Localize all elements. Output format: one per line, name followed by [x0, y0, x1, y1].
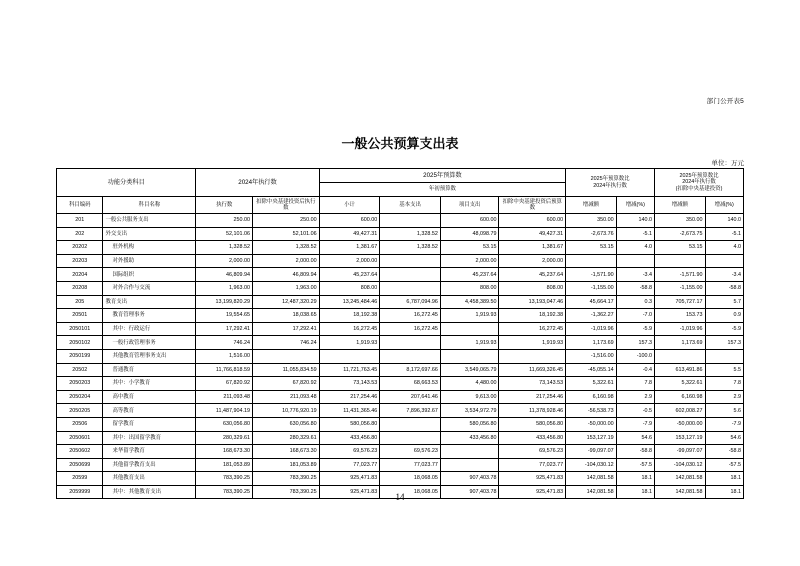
table-row: [57, 363, 744, 377]
cell-total: 2,000.00: [319, 254, 380, 268]
cell-basic: 68,663.53: [380, 377, 441, 391]
cell-exec-excl: 10,776,920.19: [252, 404, 319, 418]
header-col-inc-amount-2: 增减额: [655, 197, 706, 214]
cell-exec: 11,487,904.19: [196, 404, 253, 418]
table-row: [57, 241, 744, 255]
cell-code: 2050601: [57, 431, 103, 445]
cell-code: 202: [57, 227, 103, 241]
cell-pct2: [705, 349, 743, 363]
cell-inc1: -56,538.73: [566, 404, 617, 418]
cell-inc1: -1,155.00: [566, 281, 617, 295]
cell-pct1: -5.9: [616, 322, 654, 336]
table-body: [57, 214, 744, 499]
cell-basic: 69,576.23: [380, 445, 441, 459]
cell-budget-excl: 45,237.64: [499, 268, 566, 282]
cell-basic: [380, 214, 441, 228]
cell-pct1: -7.9: [616, 417, 654, 431]
cell-budget-excl: 580,056.80: [499, 417, 566, 431]
cell-budget-excl: 13,193,047.46: [499, 295, 566, 309]
page-number: 14: [395, 492, 405, 502]
cell-inc2: 153,127.19: [655, 431, 706, 445]
cell-name: 其他教育管理事务支出: [103, 349, 196, 363]
cell-budget-excl: 77,023.77: [499, 458, 566, 472]
cell-budget-excl: 2,000.00: [499, 254, 566, 268]
table-row: [57, 390, 744, 404]
cell-inc2: [655, 349, 706, 363]
cell-code: 2050101: [57, 322, 103, 336]
cell-code: 20599: [57, 472, 103, 486]
cell-inc1: -1,019.96: [566, 322, 617, 336]
cell-code: 2050204: [57, 390, 103, 404]
cell-inc2: 142,081.58: [655, 485, 706, 499]
cell-project: 1,919.93: [440, 309, 499, 323]
cell-exec-excl: 783,390.25: [252, 485, 319, 499]
cell-exec-excl: 630,056.80: [252, 417, 319, 431]
table-row: [57, 281, 744, 295]
header-exec-2024: 2024年执行数: [196, 169, 319, 197]
cell-total: 217,254.46: [319, 390, 380, 404]
cell-exec: 19,554.65: [196, 309, 253, 323]
cell-inc2: 6,160.98: [655, 390, 706, 404]
cell-inc2: -1,155.00: [655, 281, 706, 295]
cell-project: 433,456.80: [440, 431, 499, 445]
cell-pct1: -7.0: [616, 309, 654, 323]
cell-inc1: -1,571.90: [566, 268, 617, 282]
cell-budget-excl: 18,192.38: [499, 309, 566, 323]
cell-name: 其中：其他教育支出: [103, 485, 196, 499]
cell-exec: 181,053.89: [196, 458, 253, 472]
cell-total: 11,431,365.46: [319, 404, 380, 418]
cell-pct2: 7.8: [705, 377, 743, 391]
document-tag: 部门公开表5: [706, 98, 744, 105]
cell-total: 1,919.93: [319, 336, 380, 350]
cell-code: 2050602: [57, 445, 103, 459]
cell-basic: [380, 431, 441, 445]
cell-budget-excl: 433,456.80: [499, 431, 566, 445]
cell-exec: 46,809.94: [196, 268, 253, 282]
table-row: [57, 227, 744, 241]
cell-project: [440, 349, 499, 363]
cell-pct1: -58.8: [616, 445, 654, 459]
cell-code: 2050199: [57, 349, 103, 363]
cell-project: 2,000.00: [440, 254, 499, 268]
cell-total: 925,471.83: [319, 485, 380, 499]
cell-exec: 280,329.61: [196, 431, 253, 445]
cell-exec-excl: 12,487,320.29: [252, 295, 319, 309]
header-col-exec: 执行数: [196, 197, 253, 214]
cell-exec: 211,093.48: [196, 390, 253, 404]
header-col-inc-amount: 增减额: [566, 197, 617, 214]
cell-code: 2050205: [57, 404, 103, 418]
cell-name: 教育支出: [103, 295, 196, 309]
cell-inc1: 350.00: [566, 214, 617, 228]
cell-pct2: 5.7: [705, 295, 743, 309]
cell-project: [440, 445, 499, 459]
cell-code: 20204: [57, 268, 103, 282]
cell-inc1: -1,516.00: [566, 349, 617, 363]
cell-pct2: -5.1: [705, 227, 743, 241]
cell-basic: 8,172,697.66: [380, 363, 441, 377]
cell-inc2: -1,019.96: [655, 322, 706, 336]
cell-exec-excl: 1,328.52: [252, 241, 319, 255]
cell-project: 53.15: [440, 241, 499, 255]
cell-name: 来华留学教育: [103, 445, 196, 459]
unit-label: 单位：万元: [711, 160, 744, 167]
cell-inc1: -45,055.14: [566, 363, 617, 377]
cell-basic: 207,641.46: [380, 390, 441, 404]
cell-exec-excl: 46,809.94: [252, 268, 319, 282]
cell-name: 对外援助: [103, 254, 196, 268]
cell-inc1: 153,127.19: [566, 431, 617, 445]
cell-project: 907,403.78: [440, 472, 499, 486]
cell-pct2: -58.8: [705, 281, 743, 295]
header-col-exec-excl: 扣除中央基建投资后执行数: [252, 197, 319, 214]
cell-pct1: [616, 254, 654, 268]
table-row: [57, 349, 744, 363]
cell-project: [440, 322, 499, 336]
cell-exec-excl: 250.00: [252, 214, 319, 228]
cell-budget-excl: 69,576.23: [499, 445, 566, 459]
cell-basic: 18,068.05: [380, 485, 441, 499]
cell-exec: 1,516.00: [196, 349, 253, 363]
cell-exec: 13,199,820.29: [196, 295, 253, 309]
cell-pct2: 2.9: [705, 390, 743, 404]
cell-inc2: 705,727.17: [655, 295, 706, 309]
cell-pct1: 157.3: [616, 336, 654, 350]
cell-basic: 77,023.77: [380, 458, 441, 472]
cell-exec-excl: 17,292.41: [252, 322, 319, 336]
cell-total: 18,192.38: [319, 309, 380, 323]
cell-inc2: -99,097.07: [655, 445, 706, 459]
table-row: [57, 431, 744, 445]
cell-pct2: -7.9: [705, 417, 743, 431]
cell-pct2: 0.9: [705, 309, 743, 323]
table-row: [57, 472, 744, 486]
cell-pct1: -5.1: [616, 227, 654, 241]
cell-exec-excl: 18,038.65: [252, 309, 319, 323]
cell-exec-excl: 181,053.89: [252, 458, 319, 472]
cell-inc1: -50,000.00: [566, 417, 617, 431]
cell-project: 907,403.78: [440, 485, 499, 499]
header-col-inc-pct-2: 增减(%): [705, 197, 743, 214]
cell-exec: 783,390.25: [196, 472, 253, 486]
cell-pct1: 4.0: [616, 241, 654, 255]
cell-total: 433,456.80: [319, 431, 380, 445]
cell-exec-excl: 52,101.06: [252, 227, 319, 241]
cell-budget-excl: 11,378,928.46: [499, 404, 566, 418]
cell-name: 国际组织: [103, 268, 196, 282]
cell-budget-excl: 217,254.46: [499, 390, 566, 404]
cell-total: 49,427.31: [319, 227, 380, 241]
cell-basic: [380, 349, 441, 363]
cell-basic: [380, 281, 441, 295]
cell-pct1: -0.5: [616, 404, 654, 418]
cell-inc1: 142,081.58: [566, 485, 617, 499]
cell-exec-excl: 211,093.48: [252, 390, 319, 404]
cell-pct2: 18.1: [705, 472, 743, 486]
cell-inc1: -2,673.76: [566, 227, 617, 241]
cell-total: 11,721,763.45: [319, 363, 380, 377]
cell-inc2: 142,081.58: [655, 472, 706, 486]
cell-total: 600.00: [319, 214, 380, 228]
table-row: [57, 458, 744, 472]
table-row: [57, 377, 744, 391]
cell-basic: 18,068.05: [380, 472, 441, 486]
cell-inc2: [655, 254, 706, 268]
cell-name: 对外合作与交流: [103, 281, 196, 295]
cell-pct1: 140.0: [616, 214, 654, 228]
cell-exec-excl: 11,055,834.59: [252, 363, 319, 377]
cell-inc1: -104,030.12: [566, 458, 617, 472]
cell-code: 20502: [57, 363, 103, 377]
cell-project: 45,237.64: [440, 268, 499, 282]
cell-pct1: -58.8: [616, 281, 654, 295]
cell-budget-excl: 49,427.31: [499, 227, 566, 241]
cell-basic: 16,272.45: [380, 322, 441, 336]
cell-basic: [380, 254, 441, 268]
page-title: 一般公共预算支出表: [341, 136, 459, 151]
cell-total: 13,245,484.46: [319, 295, 380, 309]
cell-project: [440, 458, 499, 472]
cell-exec: 630,056.80: [196, 417, 253, 431]
cell-exec: 17,292.41: [196, 322, 253, 336]
header-col-basic: 基本支出: [380, 197, 441, 214]
cell-exec: 168,673.30: [196, 445, 253, 459]
cell-budget-excl: 808.00: [499, 281, 566, 295]
cell-basic: 1,328.52: [380, 227, 441, 241]
cell-inc1: 53.15: [566, 241, 617, 255]
cell-inc2: 1,173.69: [655, 336, 706, 350]
cell-name: 驻外机构: [103, 241, 196, 255]
cell-name: 其中：小学教育: [103, 377, 196, 391]
table-header: [57, 169, 744, 214]
cell-total: 580,056.80: [319, 417, 380, 431]
cell-exec-excl: 168,673.30: [252, 445, 319, 459]
cell-pct2: 157.3: [705, 336, 743, 350]
cell-name: 其他留学教育支出: [103, 458, 196, 472]
cell-pct2: 54.6: [705, 431, 743, 445]
cell-inc2: 350.00: [655, 214, 706, 228]
cell-inc1: 5,322.61: [566, 377, 617, 391]
header-col-code: 科目编码: [57, 197, 103, 214]
cell-budget-excl: 600.00: [499, 214, 566, 228]
cell-inc2: -2,673.75: [655, 227, 706, 241]
cell-code: 20202: [57, 241, 103, 255]
cell-budget-excl: 73,143.53: [499, 377, 566, 391]
header-col-budget-excl: 扣除中央基建投资后预算数: [499, 197, 566, 214]
cell-project: 4,480.00: [440, 377, 499, 391]
cell-exec: 1,328.52: [196, 241, 253, 255]
cell-project: 1,919.93: [440, 336, 499, 350]
header-ratio-2025-2024-excl: 2025年预算数比 2024年执行数 (扣除中央基建投资): [655, 169, 744, 197]
table-row: [57, 295, 744, 309]
header-col-name: 科目名称: [103, 197, 196, 214]
cell-name: 一般行政管理事务: [103, 336, 196, 350]
header-initial-budget: 年初预算数: [319, 183, 565, 197]
cell-inc2: 153.73: [655, 309, 706, 323]
table-row: [57, 322, 744, 336]
cell-exec-excl: 2,000.00: [252, 254, 319, 268]
cell-exec: 2,000.00: [196, 254, 253, 268]
cell-inc2: 602,008.27: [655, 404, 706, 418]
cell-basic: 7,896,392.67: [380, 404, 441, 418]
cell-exec-excl: 1,963.00: [252, 281, 319, 295]
cell-basic: 16,272.45: [380, 309, 441, 323]
cell-total: 16,272.45: [319, 322, 380, 336]
cell-basic: [380, 336, 441, 350]
cell-inc2: 613,491.86: [655, 363, 706, 377]
cell-exec-excl: 746.24: [252, 336, 319, 350]
cell-project: 600.00: [440, 214, 499, 228]
cell-total: 73,143.53: [319, 377, 380, 391]
cell-inc1: -99,097.07: [566, 445, 617, 459]
cell-code: 20203: [57, 254, 103, 268]
cell-pct1: 54.6: [616, 431, 654, 445]
cell-pct2: 4.0: [705, 241, 743, 255]
cell-budget-excl: 1,381.67: [499, 241, 566, 255]
cell-name: 外交支出: [103, 227, 196, 241]
cell-pct1: 18.1: [616, 485, 654, 499]
cell-name: 高中教育: [103, 390, 196, 404]
cell-exec: 746.24: [196, 336, 253, 350]
cell-name: 高等教育: [103, 404, 196, 418]
cell-code: 20506: [57, 417, 103, 431]
cell-inc2: -50,000.00: [655, 417, 706, 431]
cell-exec-excl: [252, 349, 319, 363]
cell-basic: [380, 268, 441, 282]
cell-pct2: -58.8: [705, 445, 743, 459]
cell-exec-excl: 67,820.92: [252, 377, 319, 391]
cell-exec: 250.00: [196, 214, 253, 228]
cell-code: 2050699: [57, 458, 103, 472]
cell-total: 69,576.23: [319, 445, 380, 459]
cell-inc1: 142,081.58: [566, 472, 617, 486]
cell-pct1: -0.4: [616, 363, 654, 377]
budget-table: [56, 168, 744, 499]
cell-pct2: 5.5: [705, 363, 743, 377]
cell-project: 3,534,972.79: [440, 404, 499, 418]
cell-budget-excl: 1,919.93: [499, 336, 566, 350]
cell-total: 925,471.83: [319, 472, 380, 486]
table-row: [57, 309, 744, 323]
cell-inc2: 5,322.61: [655, 377, 706, 391]
cell-inc2: 53.15: [655, 241, 706, 255]
cell-code: 2059999: [57, 485, 103, 499]
cell-project: 48,098.79: [440, 227, 499, 241]
cell-exec: 1,963.00: [196, 281, 253, 295]
table-row: [57, 214, 744, 228]
cell-total: 77,023.77: [319, 458, 380, 472]
cell-name: 教育管理事务: [103, 309, 196, 323]
cell-pct2: 5.6: [705, 404, 743, 418]
cell-pct1: -100.0: [616, 349, 654, 363]
cell-basic: 1,328.52: [380, 241, 441, 255]
cell-pct2: [705, 254, 743, 268]
cell-budget-excl: [499, 349, 566, 363]
cell-total: 808.00: [319, 281, 380, 295]
header-subject: 功能分类科目: [57, 169, 196, 197]
table-row: [57, 417, 744, 431]
cell-inc1: [566, 254, 617, 268]
cell-pct1: -57.5: [616, 458, 654, 472]
cell-exec: 67,820.92: [196, 377, 253, 391]
cell-exec: 783,390.25: [196, 485, 253, 499]
cell-pct1: -3.4: [616, 268, 654, 282]
table-row: [57, 268, 744, 282]
cell-inc2: -104,030.12: [655, 458, 706, 472]
cell-budget-excl: 16,272.45: [499, 322, 566, 336]
table-row: [57, 445, 744, 459]
cell-pct1: 7.8: [616, 377, 654, 391]
table-row: [57, 336, 744, 350]
cell-basic: [380, 417, 441, 431]
header-col-total: 小计: [319, 197, 380, 214]
table-row: [57, 254, 744, 268]
cell-code: 201: [57, 214, 103, 228]
cell-inc1: 6,160.98: [566, 390, 617, 404]
cell-pct2: 18.1: [705, 485, 743, 499]
cell-budget-excl: 11,669,326.45: [499, 363, 566, 377]
cell-exec-excl: 783,390.25: [252, 472, 319, 486]
cell-pct2: 140.0: [705, 214, 743, 228]
cell-budget-excl: 925,471.83: [499, 472, 566, 486]
cell-name: 留学教育: [103, 417, 196, 431]
cell-code: 2050203: [57, 377, 103, 391]
header-ratio-2025-2024: 2025年预算数比 2024年执行数: [566, 169, 655, 197]
cell-pct2: -57.5: [705, 458, 743, 472]
cell-exec: 52,101.06: [196, 227, 253, 241]
cell-exec-excl: 280,329.61: [252, 431, 319, 445]
cell-inc1: 1,173.69: [566, 336, 617, 350]
cell-pct2: -5.9: [705, 322, 743, 336]
cell-name: 其中：出国留学教育: [103, 431, 196, 445]
cell-basic: 6,787,094.96: [380, 295, 441, 309]
cell-pct1: 18.1: [616, 472, 654, 486]
table-row: [57, 404, 744, 418]
cell-budget-excl: 925,471.83: [499, 485, 566, 499]
cell-total: [319, 349, 380, 363]
cell-inc1: 45,664.17: [566, 295, 617, 309]
cell-pct1: 2.9: [616, 390, 654, 404]
cell-code: 20208: [57, 281, 103, 295]
cell-project: 9,613.00: [440, 390, 499, 404]
cell-pct1: 0.3: [616, 295, 654, 309]
cell-project: 580,056.80: [440, 417, 499, 431]
cell-code: 2050102: [57, 336, 103, 350]
cell-name: 其他教育支出: [103, 472, 196, 486]
cell-inc1: -1,362.27: [566, 309, 617, 323]
cell-project: 808.00: [440, 281, 499, 295]
cell-name: 其中：行政运行: [103, 322, 196, 336]
cell-pct2: -3.4: [705, 268, 743, 282]
cell-project: 3,549,065.79: [440, 363, 499, 377]
cell-name: 一般公共服务支出: [103, 214, 196, 228]
header-col-project: 项目支出: [440, 197, 499, 214]
cell-exec: 11,766,818.59: [196, 363, 253, 377]
cell-total: 1,381.67: [319, 241, 380, 255]
cell-name: 普通教育: [103, 363, 196, 377]
header-budget-2025: 2025年预算数: [319, 169, 565, 183]
cell-inc2: -1,571.90: [655, 268, 706, 282]
cell-project: 4,458,389.50: [440, 295, 499, 309]
header-col-inc-pct: 增减(%): [616, 197, 654, 214]
cell-code: 20501: [57, 309, 103, 323]
cell-code: 205: [57, 295, 103, 309]
cell-total: 45,237.64: [319, 268, 380, 282]
